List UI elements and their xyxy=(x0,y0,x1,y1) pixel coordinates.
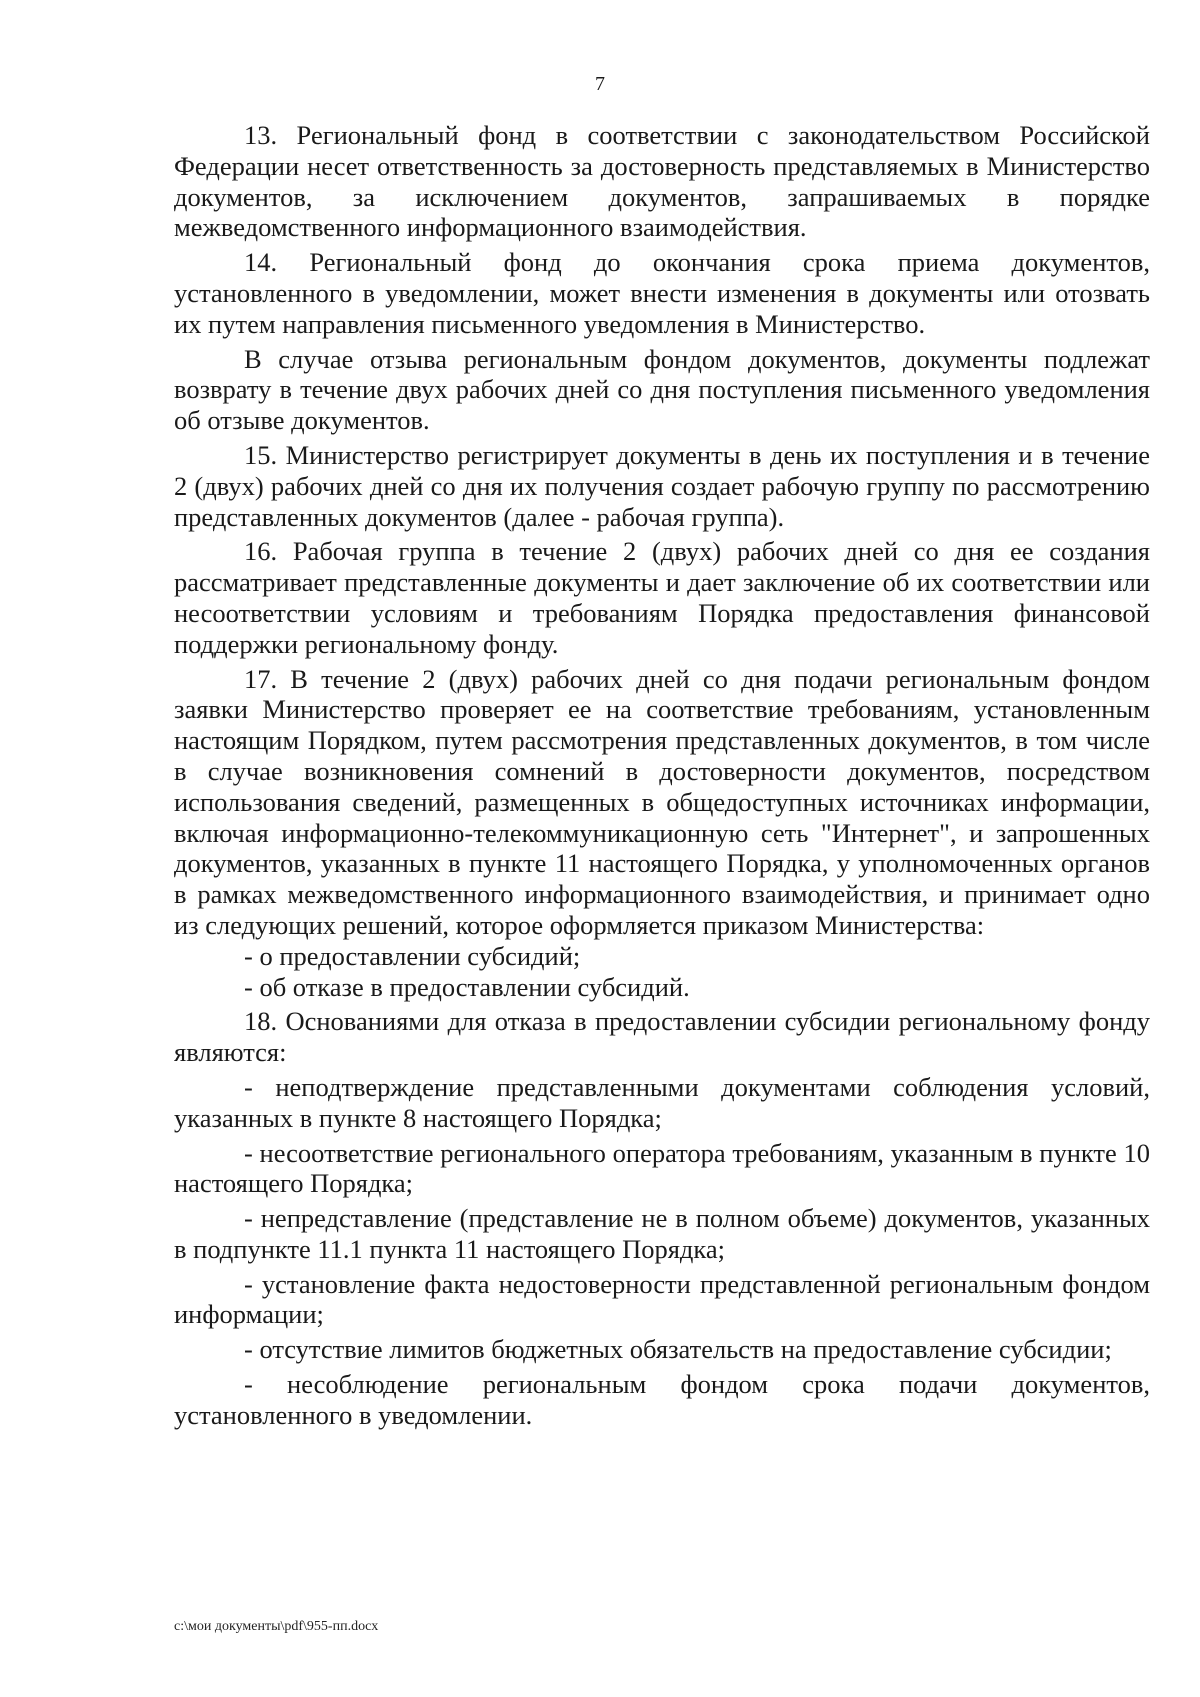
refusal-ground-item: - установление факта недостоверности представленной региональным фондом информации; xyxy=(174,1268,1150,1330)
refusal-ground-item: - непредставление (представление не в полном объеме) документов, указанных в подпункте 11.1 пункта 11 настоящего Порядка; xyxy=(174,1203,1150,1264)
decision-grant-item: - о предоставлении субсидий; xyxy=(244,940,581,971)
refusal-ground-item: - отсутствие лимитов бюджетных обязательств на предоставление субсидии; xyxy=(244,1334,1112,1365)
paragraph-17: 17. В течение 2 (двух) рабочих дней со дня подачи региональным фондом заявки Министерство проверяет ее на соответствие требованиям, установленным настоящим Порядком, путем рассмотрения представленных документов, в том числе в случае возникновения сомнений в достоверности документов, посредством использования сведений, размещенных в общедоступных источниках информации, включая информационно-телекоммуникационную сеть "Интернет", и запрошенных документов, указанных в пункте 11 настоящего Порядка, у уполномоченных органов в рамках межведомственного информационного взаимодействия, и принимает одно из следующих решений, которое оформляется приказом Министерства: xyxy=(174,663,1150,940)
paragraph-16: 16. Рабочая группа в течение 2 (двух) рабочих дней со дня ее создания рассматривает представленные документы и дает заключение об их соответствии или несоответствии условиям и требованиям Порядка предоставления финансовой поддержки региональному фонду. xyxy=(174,536,1150,659)
page-number: 7 xyxy=(595,73,605,95)
refusal-ground-item: - неподтверждение представленными документами соблюдения условий, указанных в пункте 8 настоящего Порядка; xyxy=(174,1071,1150,1133)
paragraph-14-recall: В случае отзыва региональным фондом документов, документы подлежат возврату в течение двух рабочих дней со дня поступления письменного уведомления об отзыве документов. xyxy=(174,343,1150,436)
paragraph-13: 13. Региональный фонд в соответствии с законодательством Российской Федерации несет ответственность за достоверность представляемых в Министерство документов, за исключением документов, запрашиваемых в порядке межведомственного информационного взаимодействия. xyxy=(174,120,1150,243)
refusal-ground-item: - несоблюдение региональным фондом срока подачи документов, установленного в уведомлении. xyxy=(174,1369,1150,1430)
paragraph-18: 18. Основаниями для отказа в предоставлении субсидии региональному фонду являются: xyxy=(174,1006,1150,1068)
document-body xyxy=(174,120,1150,1431)
decision-refusal-item: - об отказе в предоставлении субсидий. xyxy=(244,971,690,1002)
refusal-ground-item: - несоответствие регионального оператора требованиям, указанным в пункте 10 настоящего Порядка; xyxy=(174,1137,1150,1199)
paragraph-14: 14. Региональный фонд до окончания срока приема документов, установленного в уведомлении, может внести изменения в документы или отозвать их путем направления письменного уведомления в Министерство. xyxy=(174,247,1150,339)
file-path-footer: c:\мои документы\pdf\955-пп.docx xyxy=(174,1619,379,1634)
paragraph-15: 15. Министерство регистрирует документы в день их поступления и в течение 2 (двух) рабочих дней со дня их получения создает рабочую группу по рассмотрению представленных документов (далее - рабочая группа). xyxy=(174,439,1150,532)
